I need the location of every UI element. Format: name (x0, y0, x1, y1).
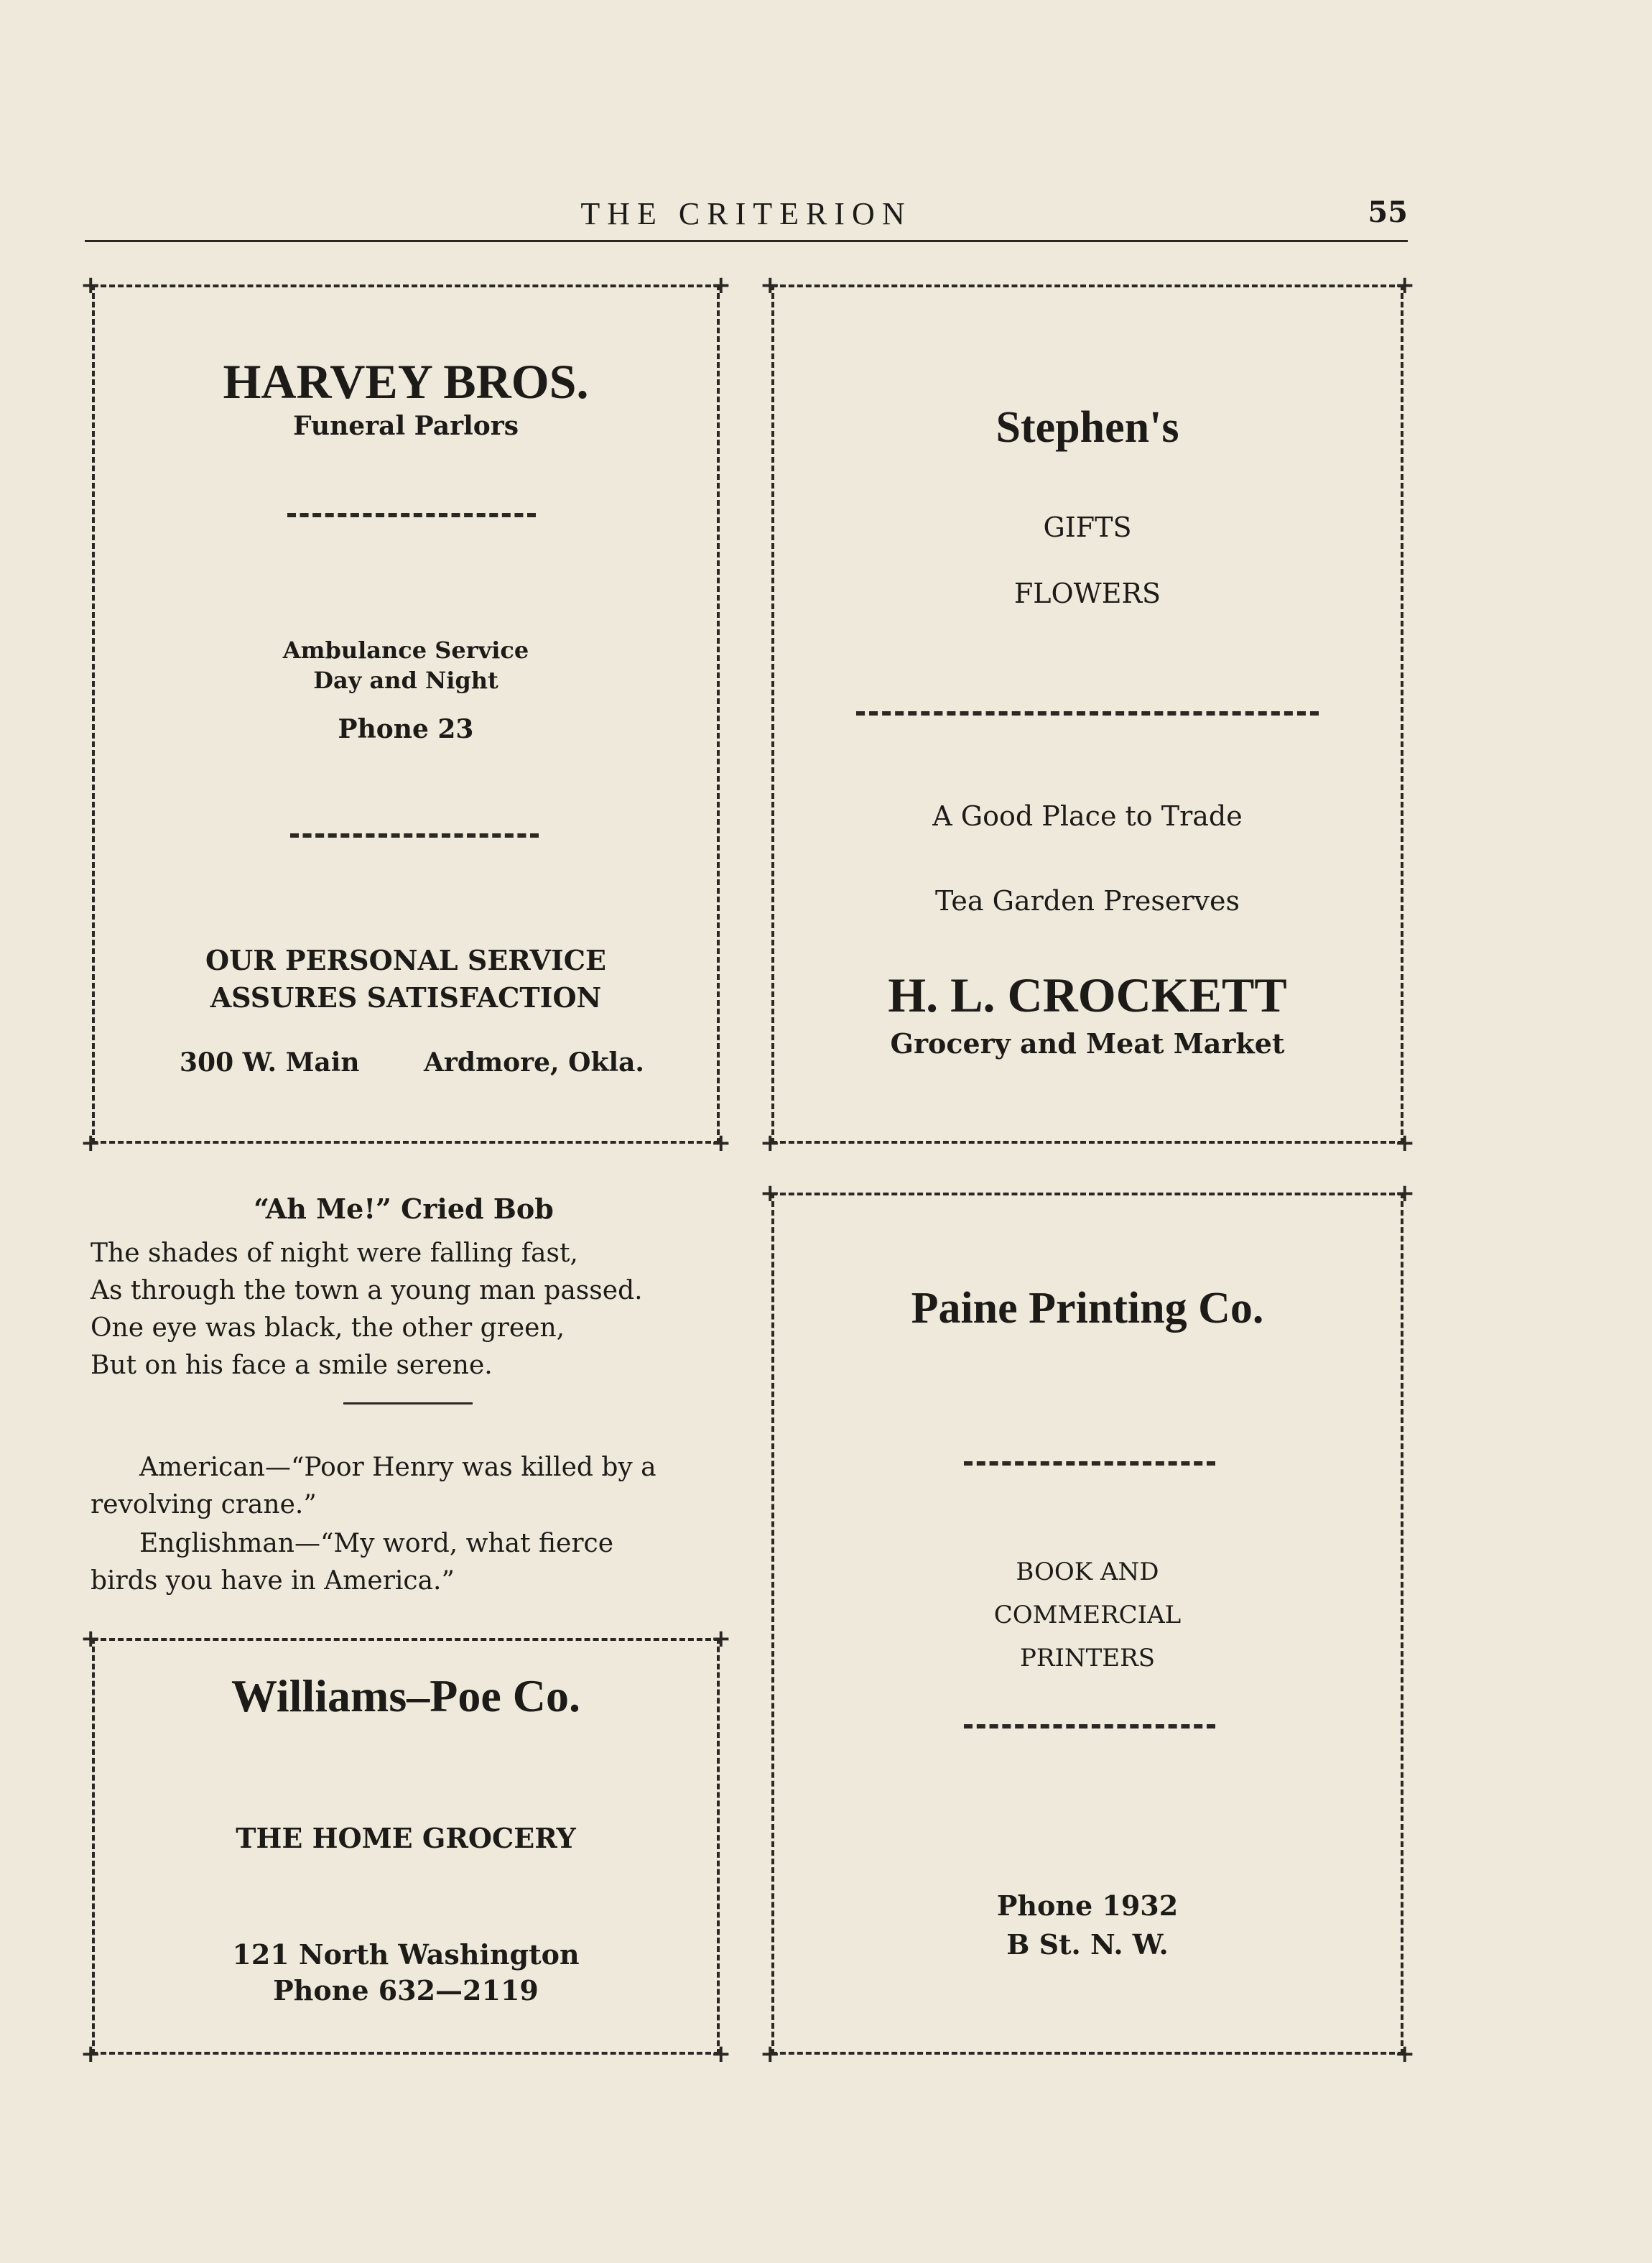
ad-phone: Phone 632—2119 (273, 1974, 539, 2007)
ad-line: PRINTERS (1019, 1644, 1156, 1672)
ad-line: BOOK AND (1016, 1558, 1159, 1586)
corner-ornament: + (710, 1624, 731, 1653)
ad-paine-printing (760, 1179, 1415, 2068)
ad-business-name: Williams–Poe Co. (231, 1670, 580, 1721)
page-number: 55 (1368, 195, 1408, 229)
corner-ornament: + (760, 1129, 781, 1157)
ad-city: Ardmore, Okla. (424, 1047, 644, 1078)
ad-business-type: Grocery and Meat Market (890, 1027, 1285, 1060)
decorative-rule (964, 1724, 1215, 1729)
corner-ornament: + (1394, 1129, 1415, 1157)
ad-line: COMMERCIAL (993, 1601, 1182, 1629)
ad-line: A Good Place to Trade (932, 800, 1243, 832)
ad-slogan: OUR PERSONAL SERVICE (205, 944, 606, 976)
corner-ornament: + (1394, 2040, 1415, 2068)
ad-phone: Phone 1932 (996, 1889, 1179, 1922)
ad-line: Day and Night (313, 667, 498, 694)
poem-line: As through the town a young man passed. (91, 1276, 643, 1305)
section-divider (343, 1402, 473, 1404)
ad-business-name: Stephen's (996, 403, 1179, 452)
ad-line: Ambulance Service (282, 637, 529, 664)
running-head (85, 194, 1408, 242)
corner-ornament: + (80, 271, 101, 300)
corner-ornament: + (80, 1129, 101, 1157)
corner-ornament: + (1394, 1179, 1415, 1208)
ad-business-name: HARVEY BROS. (223, 354, 589, 409)
corner-ornament: + (760, 2040, 781, 2068)
ad-subtitle: Funeral Parlors (293, 411, 519, 441)
ad-stephens (760, 271, 1415, 1157)
corner-ornament: + (760, 271, 781, 300)
corner-ornament: + (80, 2040, 101, 2068)
poem-line: The shades of night were falling fast, (91, 1239, 578, 1268)
corner-ornament: + (710, 1129, 731, 1157)
poem-line: One eye was black, the other green, (91, 1313, 565, 1343)
joke-line: birds you have in America.” (91, 1566, 455, 1596)
ad-line: FLOWERS (1013, 578, 1161, 609)
ad-business-name: Paine Printing Co. (911, 1284, 1264, 1333)
corner-ornament: + (710, 271, 731, 300)
ad-tagline: THE HOME GROCERY (236, 1822, 576, 1854)
corner-ornament: + (1394, 271, 1415, 300)
decorative-rule (856, 711, 1319, 716)
ad-address: 300 W. Main (180, 1047, 360, 1078)
corner-ornament: + (710, 2040, 731, 2068)
joke-line: revolving crane.” (91, 1490, 317, 1519)
ad-owner-name: H. L. CROCKETT (888, 968, 1287, 1022)
ad-line: GIFTS (1043, 512, 1132, 543)
ad-harvey-bros (80, 271, 731, 1157)
ad-address: B St. N. W. (1006, 1928, 1169, 1961)
ad-williams-poe (80, 1624, 731, 2068)
ad-address: 121 North Washington (232, 1938, 580, 1971)
poem-title: “Ah Me!” Cried Bob (254, 1193, 554, 1225)
ad-line: Tea Garden Preserves (935, 885, 1240, 917)
poem-line: But on his face a smile serene. (91, 1351, 493, 1380)
ad-slogan: ASSURES SATISFACTION (210, 981, 602, 1014)
decorative-rule (290, 833, 539, 838)
journal-title: THE CRITERION (580, 196, 912, 231)
decorative-rule (287, 513, 536, 517)
corner-ornament: + (80, 1624, 101, 1653)
corner-ornament: + (760, 1179, 781, 1208)
decorative-rule (964, 1461, 1215, 1466)
joke-line: American—“Poor Henry was killed by a (139, 1453, 656, 1482)
ad-phone: Phone 23 (338, 714, 474, 744)
joke-line: Englishman—“My word, what fierce (139, 1529, 614, 1558)
